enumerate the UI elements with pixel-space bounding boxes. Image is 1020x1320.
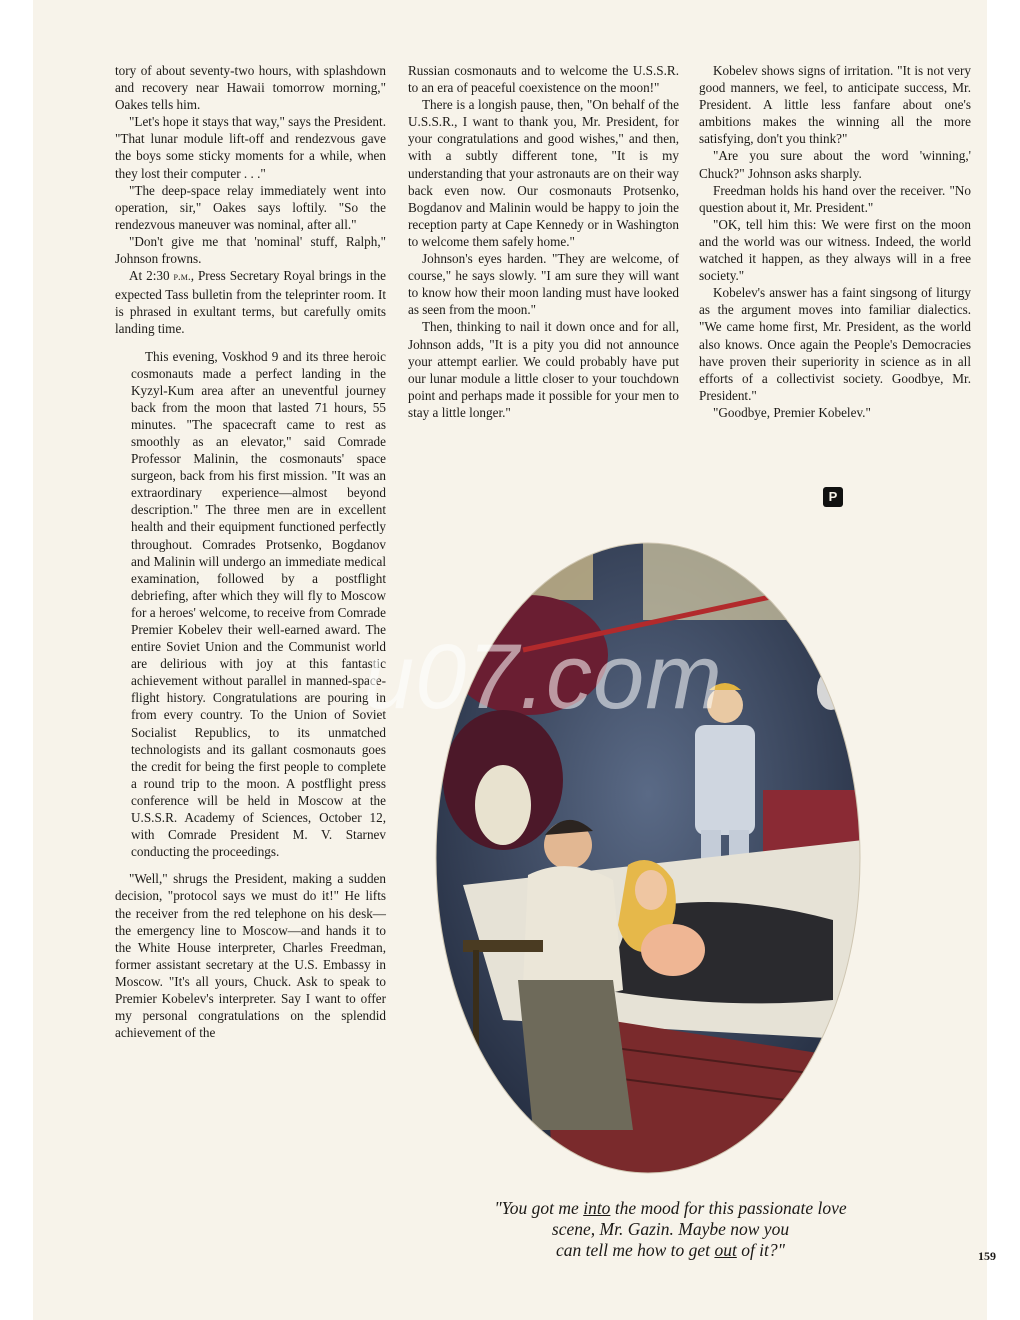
caption-line: scene, Mr. Gazin. Maybe now you bbox=[551, 1219, 790, 1239]
paragraph: "Goodbye, Premier Kobelev." bbox=[713, 404, 871, 420]
caption-text: can tell me how to get bbox=[555, 1240, 715, 1260]
caption-emphasis: into bbox=[583, 1198, 611, 1218]
paragraph: "OK, tell him this: We were first on the moon and the world was our witness. Indeed, the world watched it happen, as they always will in a free society." bbox=[699, 216, 971, 284]
paragraph: "Are you sure about the word 'winning,' Chuck?" Johnson asks sharply. bbox=[699, 148, 971, 181]
caption-text: of it?" bbox=[736, 1240, 785, 1260]
paragraph: Kobelev's answer has a faint singsong of liturgy as the argument moves into familiar dialectics. "We came home first, Mr. President, as the world also knows. Once again the People's Democracies have proven their superiority in science as in all efforts of a collectivist society. Goodbye, Mr. President." bbox=[699, 285, 971, 403]
page-number: 159 bbox=[978, 1249, 996, 1263]
watermark-text: u07.com bbox=[363, 626, 723, 728]
paragraph: Freedman holds his hand over the receiver. "No question about it, Mr. President." bbox=[699, 182, 971, 215]
caption-line bbox=[433, 1240, 908, 1261]
caption-line bbox=[433, 1198, 908, 1219]
paragraph: Johnson's eyes harden. "They are welcome, of course," he says slowly. "I am sure they will want to know how their moon landing must have looked as seen from the moon." bbox=[408, 251, 679, 318]
text-column-3 bbox=[699, 62, 971, 421]
caption-text: "You got me bbox=[494, 1198, 584, 1218]
magazine-page bbox=[33, 0, 996, 1320]
paragraph: Then, thinking to nail it down once and for all, Johnson adds, "It is a pity you did not announce your attempt earlier. We could probably have put our lunar module a little closer to your touchdown point and perhaps made it possible for your men to stay a little longer." bbox=[408, 319, 679, 420]
text-column-1 bbox=[115, 62, 386, 1041]
caption-text: the mood for this passionate love bbox=[610, 1198, 847, 1218]
text-column-2 bbox=[408, 62, 679, 421]
paragraph: Kobelev shows signs of irritation. "It is not very good manners, we feel, to anticipate success, Mr. President. A little less fanfare about one's ambitions makes the winning all the more satisfying, don't you think?" bbox=[699, 63, 971, 147]
paragraph bbox=[115, 267, 386, 337]
paragraph: "Let's hope it stays that way," says the President. "That lunar module lift-off and rendezvous gave the boys some sticky moments for a while, when they lost their computer . . ." bbox=[115, 114, 386, 181]
paragraph: Russian cosmonauts and to welcome the U.S.S.R. to an era of peaceful coexistence on the moon!" bbox=[408, 63, 679, 96]
paragraph: There is a longish pause, then, "On behalf of the U.S.S.R., I want to thank you, Mr. President, for your congratulations and good wishes," and then, with a subtly different tone, "It is my understanding that your astronauts are on their way back even now. Our cosmonauts Protsenko, Bogdanov and Malinin would be happy to join the reception party at Cape Kennedy or in Washington to welcome them safely home." bbox=[408, 97, 679, 249]
cartoon-caption bbox=[433, 1198, 908, 1261]
paragraph: "The deep-space relay immediately went into operation, sir," Oakes says loftily. "So the rendezvous maneuver was nominal, after all." bbox=[115, 182, 386, 232]
bunny-end-mark-icon: P bbox=[823, 487, 843, 507]
paragraph: "Don't give me that 'nominal' stuff, Ralph," Johnson frowns. bbox=[115, 233, 386, 267]
tass-bulletin: This evening, Voskhod 9 and its three heroic cosmonauts made a perfect landing in the Kyzyl-Kum area after an uneventful journey back from the moon that lasted 71 hours, 55 minutes. "The spacecraft came to rest as smoothly as an elevator," said Comrade Professor Malinin, the cosmonauts' space surgeon, back from his first mission. "It was an extraordinary experience—almost beyond description." The three men are in excellent health and their equipment functioned perfectly throughout. Comrades Protsenko, Bogdanov and Malinin will undergo an immediate medical examination, followed by a postflight debriefing, after which they will fly to Moscow for a heroes' welcome, to receive from Comrade Premier Kobelev their well-earned award. The entire Soviet Union and the Communist world are delirious with joy at this fantastic achievement without parallel in manned-space-flight history. Congratulations are pouring in from every country. To the Union of Soviet Socialist Republics, to its unmatched technologists and its gallant cosmonauts goes the credit for being the first people to complete a round trip to the moon. A postflight press conference will be held in Moscow at the U.S.S.R. Academy of Sciences, October 12, with Comrade President M. V. Starnev conducting the proceedings. bbox=[131, 348, 386, 860]
paragraph-text: At 2:30 bbox=[129, 268, 174, 284]
caption-emphasis: out bbox=[714, 1240, 737, 1260]
time-suffix: p.m. bbox=[173, 271, 191, 284]
paragraph: tory of about seventy-two hours, with splashdown and recovery near Hawaii tomorrow morning," Oakes tells him. bbox=[115, 63, 386, 113]
paragraph-text: , Press Secretary Royal brings in the expected Tass bulletin from the teleprinter room. It is phrased in exultant terms, but carefully omits landing time. bbox=[115, 268, 386, 337]
paragraph: "Well," shrugs the President, making a sudden decision, "protocol says we must do it!" He lifts the receiver from the red telephone on his desk—the emergency line to Moscow—and hands it to the White House interpreter, Charles Freedman, former assistant secretary at the U.S. Embassy in Moscow. "It's all yours, Chuck. Ask to speak to Premier Kobelev's interpreter. Say I want to offer my personal congratulations on the splendid achievement of the bbox=[115, 871, 386, 1041]
